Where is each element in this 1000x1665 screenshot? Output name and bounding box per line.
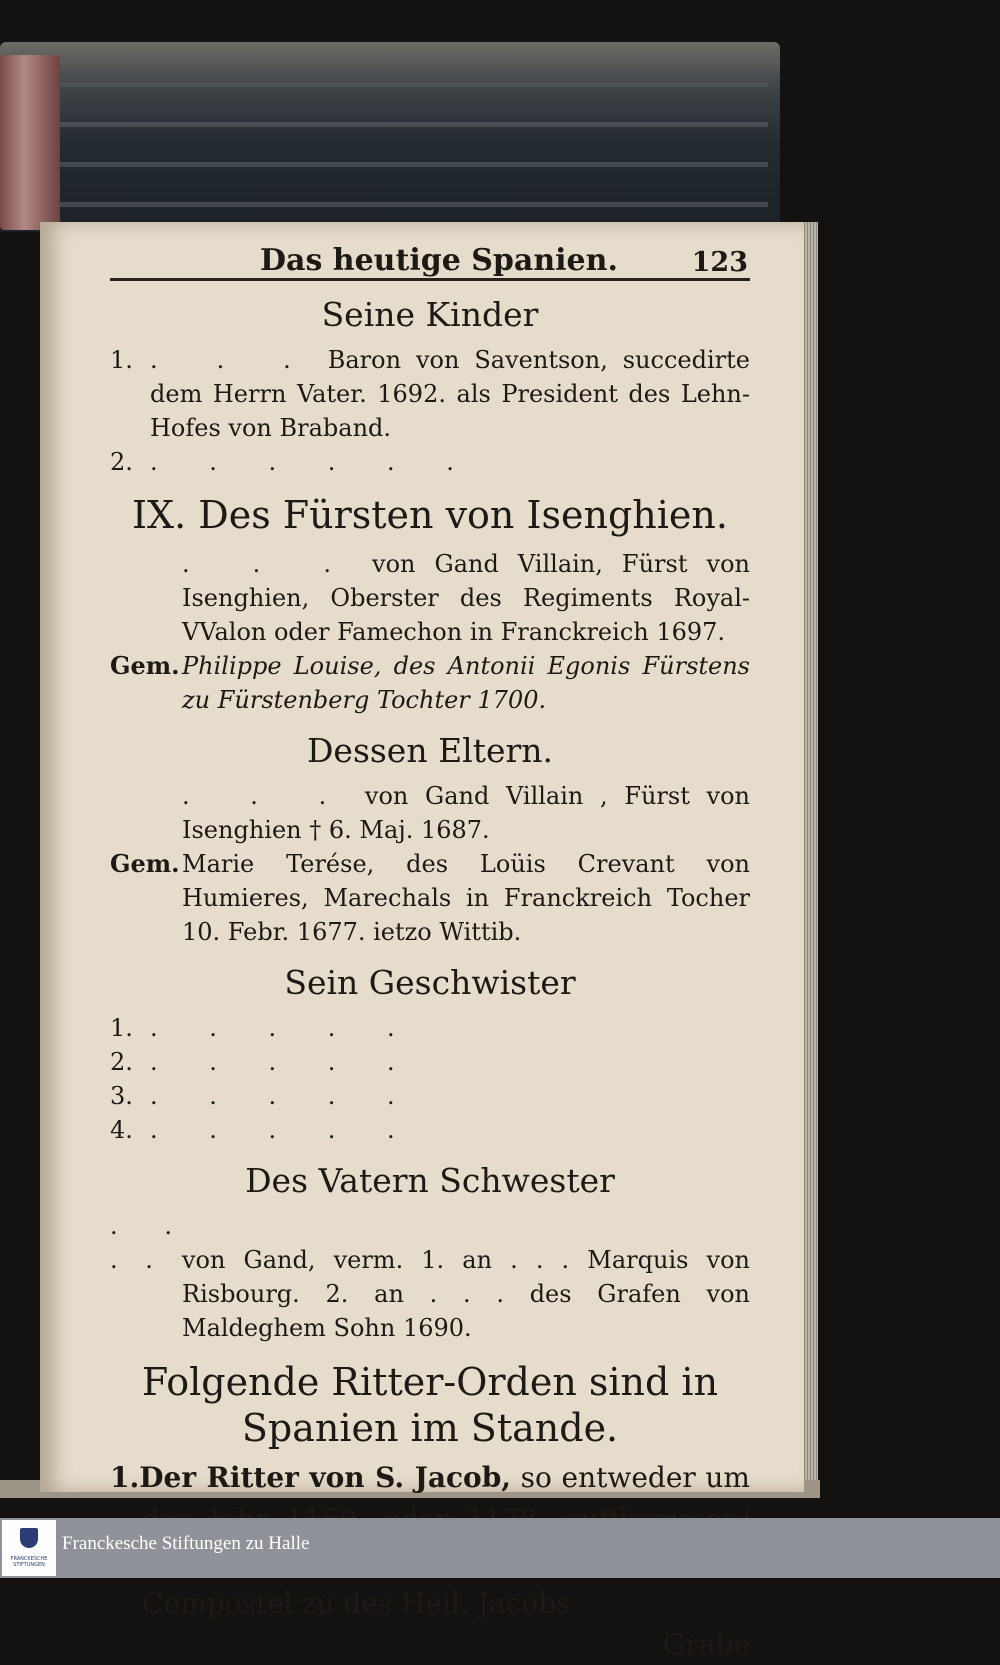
order-number: 1. — [110, 1461, 140, 1494]
entry-row — [110, 547, 750, 649]
section-heading: Sein Geschwister — [284, 963, 576, 1002]
entry-label: Gem. — [110, 651, 180, 680]
page-edge-line — [18, 122, 768, 127]
entry-row — [110, 1209, 750, 1345]
running-head — [110, 232, 750, 281]
entry-text: von Gand Villain, Fürst von Isenghien, Oberster des Regiments Royal-VValon oder Famechon in Franckreich 1697. — [182, 550, 750, 646]
section-heading: Seine Kinder — [321, 295, 539, 334]
entry-text: von Gand, verm. 1. an . . . Marquis von Risbourg. 2. an . . . des Grafen von Maldeghem Sohn 1690. — [182, 1246, 750, 1342]
entry-number: 2. — [110, 1048, 133, 1076]
book-spine — [0, 55, 60, 230]
entry-row — [110, 649, 750, 717]
ellipsis-dots: . . . — [150, 346, 313, 374]
entry-row — [110, 1113, 750, 1147]
running-title: Das heutige Spanien. — [260, 243, 618, 278]
entry-row — [110, 1079, 750, 1113]
ellipsis-dots: . . . . . — [150, 1048, 417, 1076]
book-top-edge — [0, 42, 780, 232]
entry-text: von Gand Villain , Fürst von Isenghien † 6. Maj. 1687. — [182, 782, 750, 844]
entry-row — [110, 1045, 750, 1079]
page-number: 123 — [691, 247, 748, 278]
entry-number: 3. — [110, 1082, 133, 1110]
ellipsis-dots: . . . — [182, 550, 353, 578]
logo-text: FRANCKESCHE STIFTUNGEN — [10, 1556, 48, 1568]
institution-name: Franckesche Stiftungen zu Halle — [62, 1533, 310, 1554]
ellipsis-dots: . . . . . — [150, 1116, 417, 1144]
entry-row — [110, 343, 750, 445]
section-heading: Des Vatern Schwester — [245, 1161, 615, 1200]
catchword: Grabe — [663, 1628, 750, 1661]
entry-row — [110, 847, 750, 949]
institution-logo — [2, 1520, 56, 1576]
entry-number: 4. — [110, 1116, 133, 1144]
ellipsis-dots: . . . . — [110, 1212, 182, 1274]
ellipsis-dots: . . . . . . — [150, 448, 476, 476]
entry-number: 2. — [110, 448, 133, 476]
ellipsis-dots: . . . — [182, 782, 349, 810]
section-heading: Folgende Ritter-Orden sind in Spanien im Stande. — [141, 1360, 719, 1450]
ellipsis-dots: . . . . . — [150, 1082, 417, 1110]
ellipsis-dots: . . . . . — [150, 1014, 417, 1042]
page-edge-line — [18, 202, 768, 207]
entry-row — [110, 779, 750, 847]
entry-row — [110, 445, 750, 479]
footer-bar — [0, 1518, 1000, 1578]
page-edge-line — [18, 82, 768, 87]
entry-text: Marie Terése, des Loüis Crevant von Humieres, Marechals in Franckreich Tocher 10. Febr. 1677. ietzo Wittib. — [182, 850, 750, 946]
order-title: Der Ritter von S. Jacob, — [139, 1461, 512, 1494]
entry-number: 1. — [110, 1014, 133, 1042]
entry-text: Baron von Saventson, succedirte dem Herrn Vater. 1692. als President des Lehn-Hofes von Braband. — [150, 346, 750, 442]
section-heading: Dessen Eltern. — [306, 731, 554, 770]
logo-icon — [20, 1528, 38, 1548]
section-heading: IX. Des Fürsten von Isenghien. — [132, 493, 728, 537]
entry-row — [110, 1011, 750, 1045]
page-content — [110, 232, 750, 1665]
order-text: so entweder um Compostel zu des Heil. Jacobs — [142, 1461, 750, 1620]
entry-label: Gem. — [110, 849, 180, 878]
entry-number: 1. — [110, 346, 133, 374]
entry-text: Philippe Louise, des Antonii Egonis Fürstens zu Fürstenberg Tochter 1700. — [182, 652, 750, 714]
page-edge-line — [18, 162, 768, 167]
